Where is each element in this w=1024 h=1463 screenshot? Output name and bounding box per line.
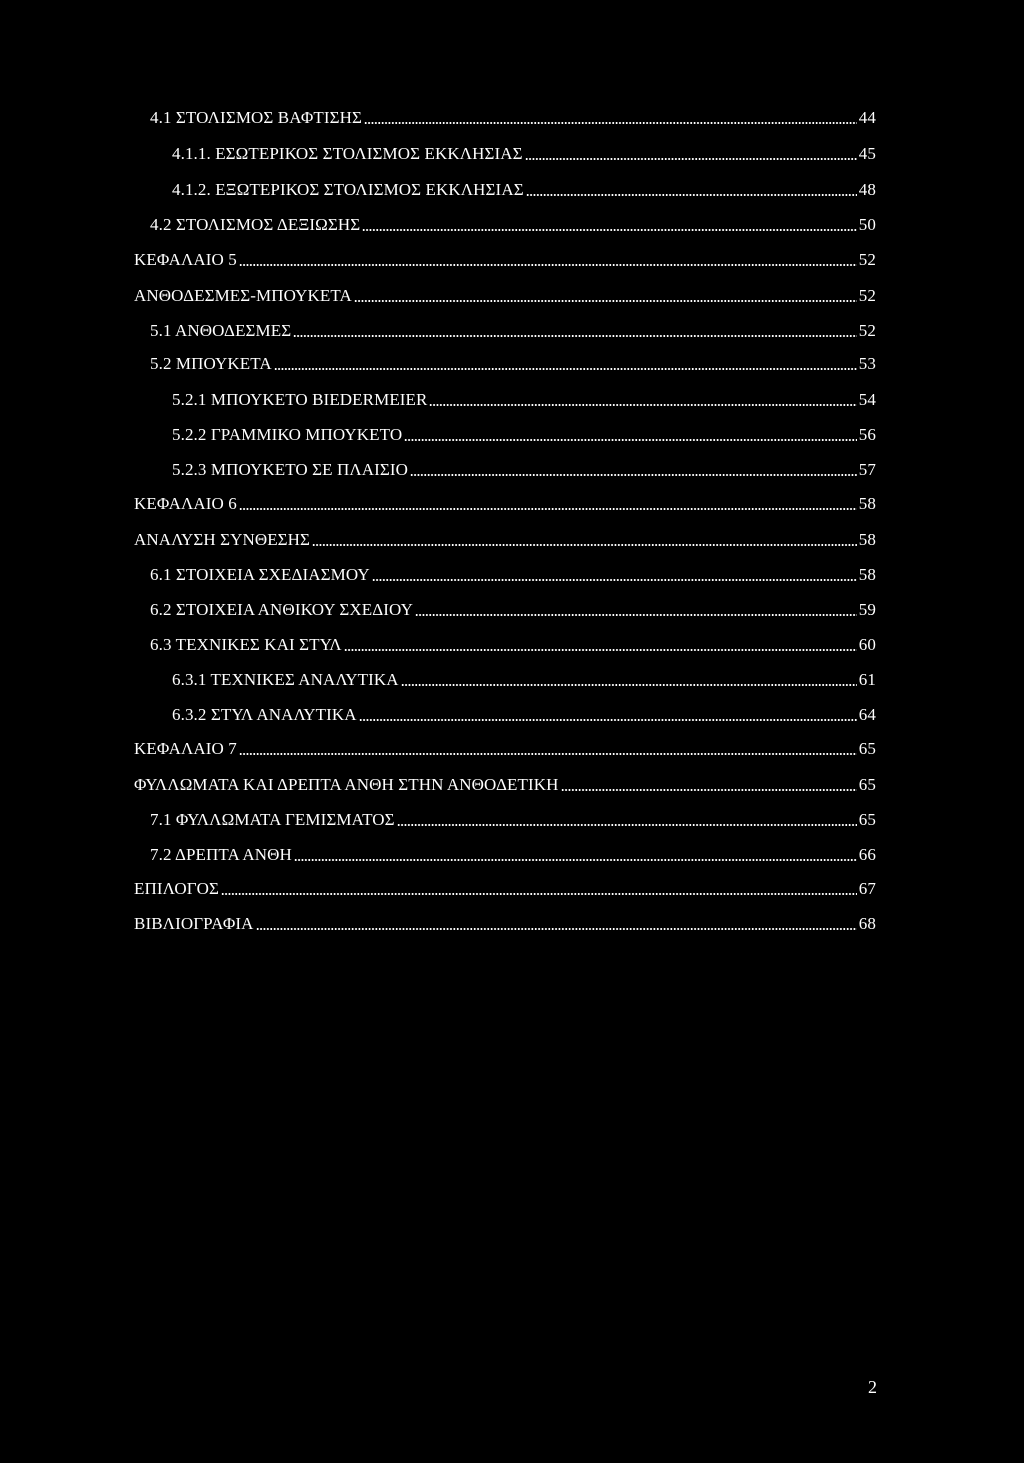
toc-dot-leader [294,859,857,861]
toc-entry-page: 53 [858,354,876,373]
toc-dot-leader [525,158,857,160]
toc-dot-leader [364,122,857,124]
toc-entry-page: 57 [858,460,876,479]
toc-entry-page: 52 [858,321,876,340]
toc-dot-leader [239,264,857,266]
page-number: 2 [868,1377,877,1397]
toc-entry-page: 45 [858,144,876,163]
toc-dot-leader [372,579,857,581]
toc-dot-leader [239,508,857,510]
toc-entry-page: 68 [858,914,876,933]
toc-entry-title: 5.2.3 ΜΠΟΥΚΕΤΟ ΣΕ ΠΛΑΙΣΙΟ [172,460,409,479]
toc-entry-title: 6.3 ΤΕΧΝΙΚΕΣ ΚΑΙ ΣΤΥΛ [150,635,342,654]
toc-dot-leader [429,404,856,406]
toc-entry [172,666,876,690]
toc-dot-leader [274,368,857,370]
toc-entry-page: 65 [858,810,876,829]
toc-entry-title: ΕΠΙΛΟΓΟΣ [134,879,220,898]
toc-dot-leader [362,229,857,231]
toc-dot-leader [415,614,857,616]
toc-entry [134,771,876,795]
toc-entry-title: 5.2.2 ΓΡΑΜΜΙΚΟ ΜΠΟΥΚΕΤΟ [172,425,403,444]
toc-entry [134,875,876,899]
toc-entry-title: ΚΕΦΑΛΑΙΟ 7 [134,739,237,758]
toc-entry [150,104,876,128]
toc-entry-page: 54 [858,390,876,409]
toc-entry [134,246,876,270]
toc-entry-title: ΒΙΒΛΙΟΓΡΑΦΙΑ [134,914,254,933]
toc-entry [172,701,876,725]
toc-entry-title: ΚΕΦΑΛΑΙΟ 6 [134,494,237,513]
toc-dot-leader [354,300,857,302]
toc-entry-page: 52 [858,250,876,269]
toc-entry-title: 6.3.2 ΣΤΥΛ ΑΝΑΛΥΤΙΚΑ [172,705,357,724]
toc-dot-leader [293,335,857,337]
toc-entry [134,735,876,759]
toc-dot-leader [397,824,857,826]
toc-entry-title: 7.2 ΔΡΕΠΤΑ ΑΝΘΗ [150,845,292,864]
toc-entry-title: 4.1.1. ΕΣΩΤΕΡΙΚΟΣ ΣΤΟΛΙΣΜΟΣ ΕΚΚΛΗΣΙΑΣ [172,144,523,163]
toc-entry [172,176,876,200]
toc-entry [150,211,876,235]
toc-entry-page: 67 [858,879,876,898]
toc-entry-title: 6.2 ΣΤΟΙΧΕΙΑ ΑΝΘΙΚΟΥ ΣΧΕΔΙΟΥ [150,600,413,619]
toc-entry [150,561,876,585]
toc-entry-page: 50 [858,215,876,234]
toc-entry-title: 4.2 ΣΤΟΛΙΣΜΟΣ ΔΕΞΙΩΣΗΣ [150,215,361,234]
toc-dot-leader [404,439,857,441]
toc-entry-page: 52 [858,286,876,305]
toc-entry-title: 6.3.1 ΤΕΧΝΙΚΕΣ ΑΝΑΛΥΤΙΚΑ [172,670,399,689]
toc-entry [172,386,876,410]
toc-entry-title: 5.1 ΑΝΘΟΔΕΣΜΕΣ [150,321,292,340]
toc-dot-leader [344,649,857,651]
toc-entry-title: ΦΥΛΛΩΜΑΤΑ ΚΑΙ ΔΡΕΠΤΑ ΑΝΘΗ ΣΤΗΝ ΑΝΘΟΔΕΤΙΚΗ [134,775,559,794]
toc-dot-leader [312,544,857,546]
toc-dot-leader [410,474,857,476]
toc-entry [150,350,876,374]
toc-entry [172,456,876,480]
toc-entry-title: 5.2.1 ΜΠΟΥΚΕΤΟ BIEDERMEIER [172,390,428,409]
toc-entry-title: 5.2 ΜΠΟΥΚΕΤΑ [150,354,272,373]
toc-entry-page: 58 [858,530,876,549]
toc-entry [134,526,876,550]
toc-entry [150,317,876,341]
toc-dot-leader [401,684,857,686]
toc-entry [134,910,876,934]
toc-entry [172,421,876,445]
toc-entry-page: 59 [858,600,876,619]
toc-entry [150,631,876,655]
toc-entry-page: 66 [858,845,876,864]
toc-dot-leader [256,928,857,930]
toc-entry [150,596,876,620]
toc-entry [172,140,876,164]
toc-entry-page: 64 [858,705,876,724]
toc-entry [134,282,876,306]
toc-entry-page: 58 [858,565,876,584]
toc-entry-title: 6.1 ΣΤΟΙΧΕΙΑ ΣΧΕΔΙΑΣΜΟΥ [150,565,370,584]
toc-entry [150,841,876,865]
toc-entry-page: 44 [858,108,876,127]
toc-entry [134,490,876,514]
toc-entry-title: 7.1 ΦΥΛΛΩΜΑΤΑ ΓΕΜΙΣΜΑΤΟΣ [150,810,395,829]
toc-entry-title: ΚΕΦΑΛΑΙΟ 5 [134,250,237,269]
toc-entry-page: 48 [858,180,876,199]
toc-dot-leader [359,719,857,721]
toc-entry-page: 60 [858,635,876,654]
toc-entry-title: ΑΝΘΟΔΕΣΜΕΣ-ΜΠΟΥΚΕΤΑ [134,286,352,305]
toc-dot-leader [526,194,857,196]
toc-entry-page: 65 [858,775,876,794]
toc-entry-title: 4.1 ΣΤΟΛΙΣΜΟΣ ΒΑΦΤΙΣΗΣ [150,108,363,127]
toc-entry [150,806,876,830]
toc-dot-leader [561,789,857,791]
toc-entry-title: 4.1.2. ΕΞΩΤΕΡΙΚΟΣ ΣΤΟΛΙΣΜΟΣ ΕΚΚΛΗΣΙΑΣ [172,180,524,199]
toc-dot-leader [239,753,857,755]
toc-entry-page: 58 [858,494,876,513]
toc-dot-leader [221,893,857,895]
toc-entry-title: ΑΝΑΛΥΣΗ ΣΥΝΘΕΣΗΣ [134,530,311,549]
toc-entry-page: 61 [858,670,876,689]
toc-entry-page: 56 [858,425,876,444]
toc-entry-page: 65 [858,739,876,758]
